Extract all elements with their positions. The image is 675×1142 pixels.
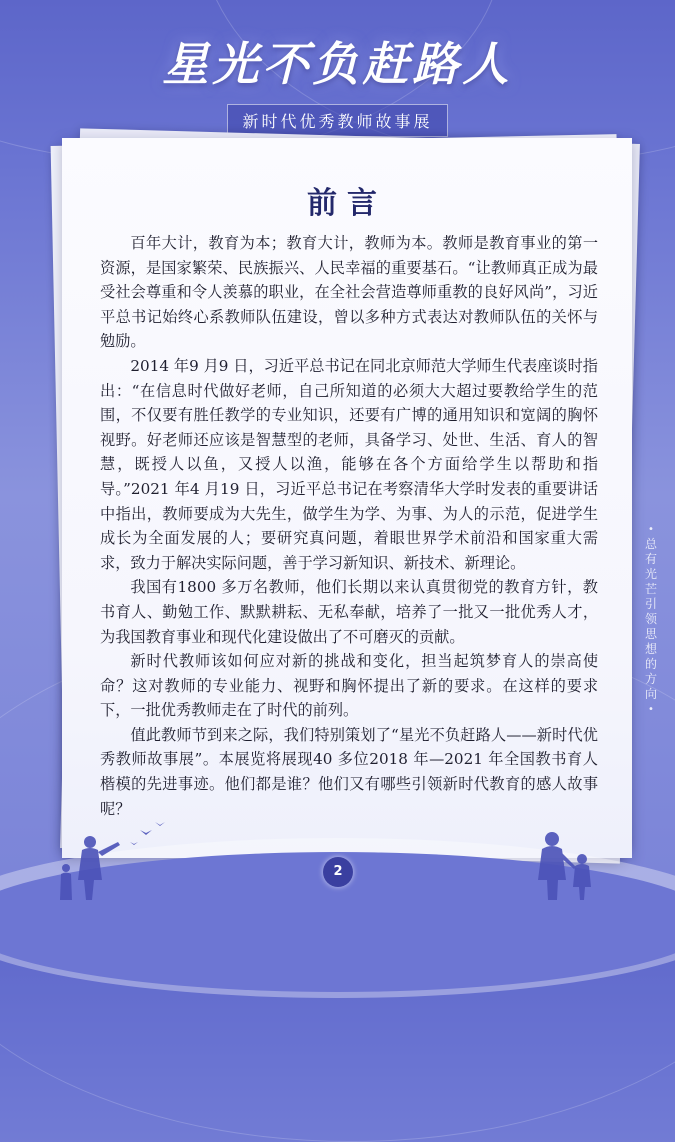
- paragraph: 百年大计，教育为本；教育大计，教师为本。教师是教育事业的第一资源，是国家繁荣、民族振兴、人民幸福的重要基石。“让教师真正成为最受社会尊重和令人羡慕的职业，在全社会营造尊师重教的良好风尚”，习近平总书记始终心系教师队伍建设，曾以多种方式表达对教师队伍的关怀与勉励。: [100, 234, 598, 351]
- paragraph: 2014 年9 月9 日，习近平总书记在同北京师范大学师生代表座谈时指出：“在信息时代做好老师，自己所知道的必须大大超过要教给学生的范围，不仅要有胜任教学的专业知识，还要有广博的通用知识和宽阔的胸怀视野。好老师还应该是智慧型的老师，具备学习、处世、生活、育人的智慧，既授人以鱼，又授人以渔，能够在各个方面给学生以帮助和指导。”2021 年4 月19 日，习近平总书记在考察清华大学时发表的重要讲话中指出，教师要成为大先生，做学生为学、为事、为人的示范，促进学生成长为全面发展的人；要研究真问题，着眼世界学术前沿和国家重大需求，致力于解决实际问题，善于学习新知识、新技术、新理论。: [100, 356, 598, 572]
- title-banner: [0, 28, 675, 94]
- side-vertical-caption: [643, 522, 659, 717]
- dot-icon: •: [648, 524, 654, 535]
- paragraph: 值此教师节到来之际，我们特别策划了“星光不负赶路人——新时代优秀教师故事展”。本展览将展现40 多位2018 年—2021 年全国教书育人楷模的先进事迹。他们都是谁？他们又有哪些引领新时代教育的感人故事呢？: [100, 725, 598, 818]
- preface-paper: [62, 138, 632, 858]
- page-heading: 前言: [307, 186, 387, 221]
- subtitle: 新时代优秀教师故事展: [227, 104, 447, 137]
- preface-body: [100, 231, 598, 821]
- teacher-silhouette-icon: [60, 820, 190, 900]
- main-title: 星光不负赶路人: [162, 37, 513, 91]
- side-caption-text: 总有光芒引领思想的方向: [644, 537, 657, 701]
- student-silhouette-icon: [530, 825, 630, 900]
- page-number-badge: 2: [323, 857, 353, 887]
- dot-icon: •: [648, 704, 654, 715]
- paragraph: 新时代教师该如何应对新的挑战和变化，担当起筑梦育人的崇高使命？这对教师的专业能力、视野和胸怀提出了新的要求。在这样的要求下，一批优秀教师走在了时代的前列。: [100, 652, 598, 720]
- paragraph: 我国有1800 多万名教师，他们长期以来认真贯彻党的教育方针，教书育人、勤勉工作、默默耕耘、无私奉献，培养了一批又一批优秀人才，为我国教育事业和现代化建设做出了不可磨灭的贡献。: [100, 578, 598, 646]
